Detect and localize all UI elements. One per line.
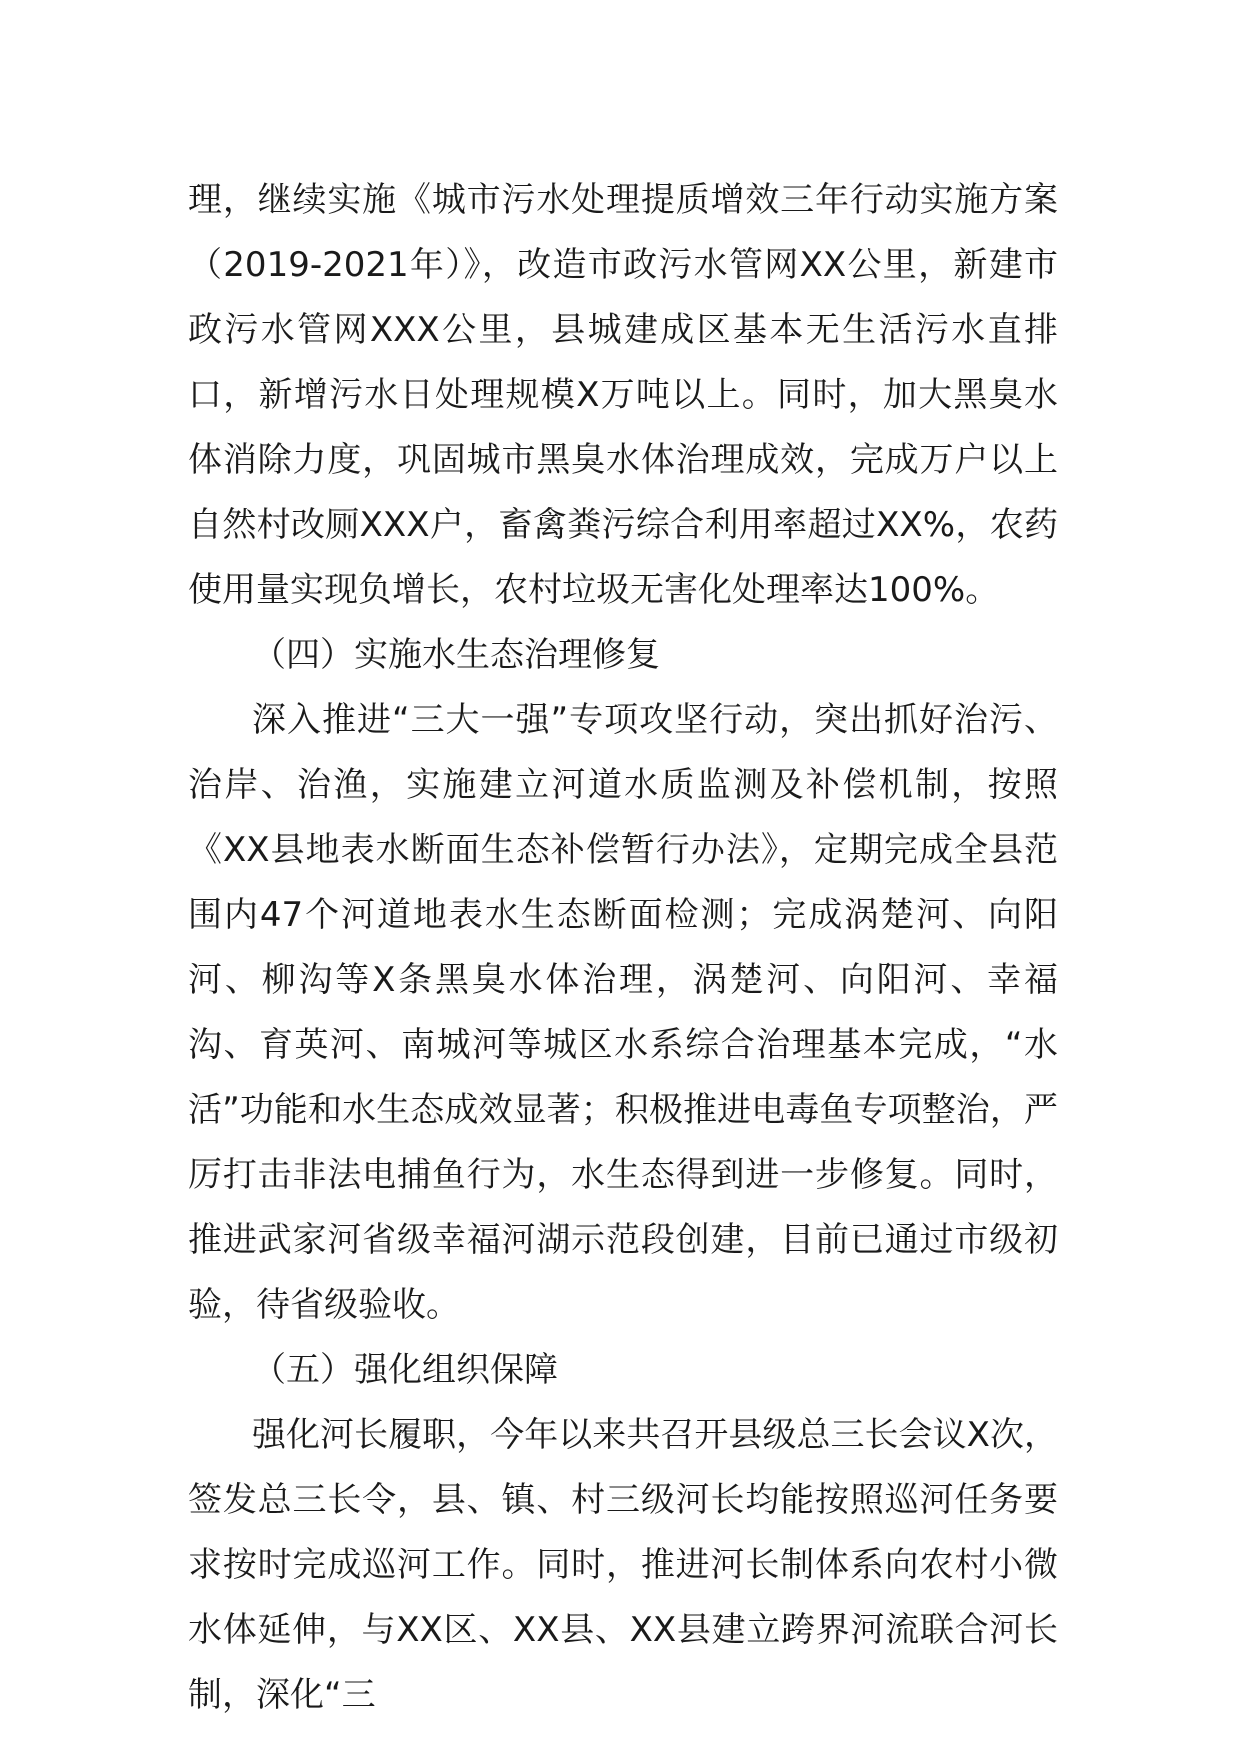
paragraph-continuation: 理，继续实施《城市污水处理提质增效三年行动实施方案（2019-2021年）》，改造市政污水管网XX公里，新建市政污水管网XXX公里，县城建成区基本无生活污水直排口，新增污水日处理规模X万吨以上。同时，加大黑臭水体消除力度，巩固城市黑臭水体治理成效，完成万户以上自然村改厕XXX户，畜禽粪污综合利用率超过XX%，农药使用量实现负增长，农村垃圾无害化处理率达100%。: [188, 180, 1058, 610]
section-heading-four: （四）实施水生态治理修复: [252, 635, 660, 675]
paragraph-water-ecology: 深入推进“三大一强”专项攻坚行动，突出抓好治污、治岸、治渔，实施建立河道水质监测及补偿机制，按照《XX县地表水断面生态补偿暂行办法》，定期完成全县范围内47个河道地表水生态断面检测；完成涡楚河、向阳河、柳沟等X条黑臭水体治理，涡楚河、向阳河、幸福沟、育英河、南城河等城区水系综合治理基本完成，“水活”功能和水生态成效显著；积极推进电毒鱼专项整治，严厉打击非法电捕鱼行为，水生态得到进一步修复。同时，推进武家河省级幸福河湖示范段创建，目前已通过市级初验，待省级验收。: [188, 700, 1058, 1325]
document-body: [188, 168, 1058, 1728]
section-heading-five: （五）强化组织保障: [252, 1350, 558, 1390]
paragraph-organization: 强化河长履职，今年以来共召开县级总三长会议X次，签发总三长令，县、镇、村三级河长均能按照巡河任务要求按时完成巡河工作。同时，推进河长制体系向农村小微水体延伸，与XX区、XX县、XX县建立跨界河流联合河长制，深化“三: [188, 1415, 1058, 1715]
